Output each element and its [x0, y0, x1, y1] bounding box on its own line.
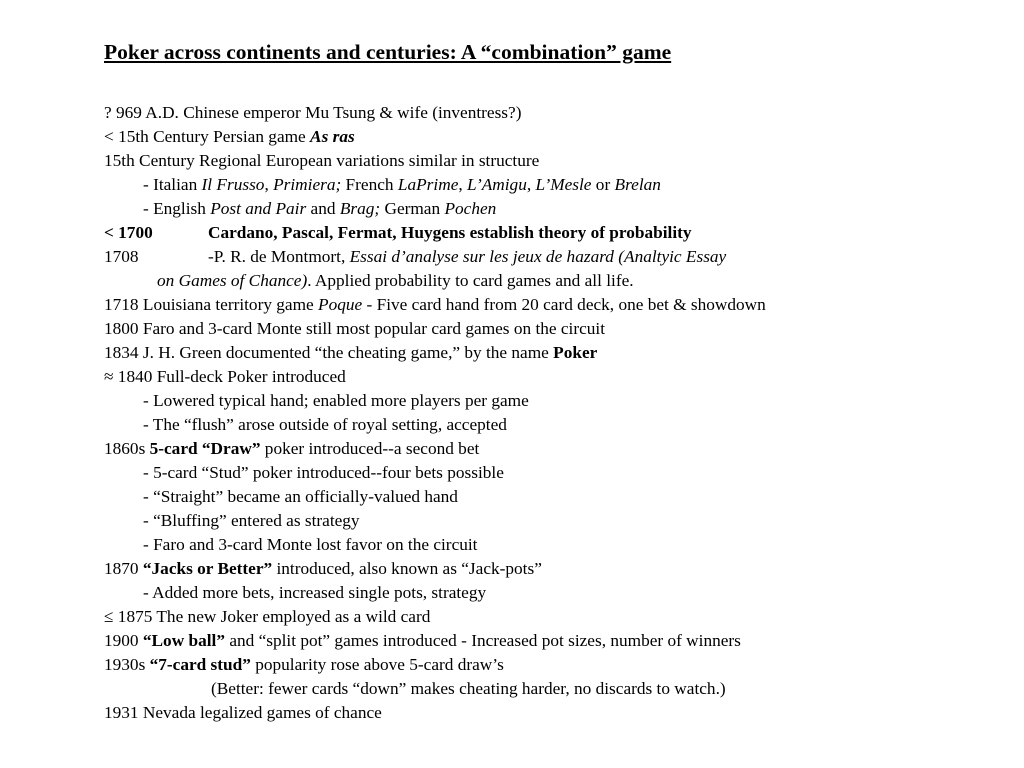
timeline-subline-1840-a — [104, 389, 1004, 413]
line-text: - Italian — [143, 175, 202, 194]
line-text: and “split pot” games introduced - Increased pot sizes, number of winners — [225, 631, 741, 650]
line-text: ? 969 A.D. Chinese emperor Mu Tsung & wife (inventress?) — [104, 103, 522, 122]
line-text: German — [380, 199, 445, 218]
timeline-line-1931 — [104, 701, 1004, 725]
game-name: L’Mesle — [535, 175, 592, 194]
timeline-subline-1870 — [104, 581, 1004, 605]
timeline-line-1700 — [104, 221, 1004, 245]
line-text: - The “flush” arose outside of royal setting, accepted — [143, 415, 507, 434]
timeline-line-1875 — [104, 605, 1004, 629]
slide-title: Poker across continents and centuries: A “combination” game — [104, 40, 672, 64]
line-text: 1860s — [104, 439, 150, 458]
line-text: , — [264, 175, 274, 194]
game-name: Pochen — [444, 199, 497, 218]
timeline-subline-1860s-a — [104, 461, 1004, 485]
line-text: 15th Century Regional European variations similar in structure — [104, 151, 540, 170]
timeline-body — [104, 101, 1004, 725]
line-text: - Lowered typical hand; enabled more players per game — [143, 391, 529, 410]
game-name: Primiera; — [273, 175, 342, 194]
line-text: 1900 — [104, 631, 143, 650]
timeline-line-1718 — [104, 293, 1004, 317]
game-name: As ras — [310, 127, 355, 146]
timeline-line-1800 — [104, 317, 1004, 341]
timeline-line-1834 — [104, 341, 1004, 365]
line-text: - “Straight” became an officially-valued hand — [143, 487, 458, 506]
game-name: Il Frusso — [201, 175, 265, 194]
line-text: 1870 — [104, 559, 143, 578]
line-text: < 15th Century Persian game — [104, 127, 311, 146]
line-text: 1800 Faro and 3-card Monte still most popular card games on the circuit — [104, 319, 606, 338]
timeline-line-1860s — [104, 437, 1004, 461]
line-date: 1708 — [104, 247, 139, 266]
line-text: -P. R. de Montmort, — [208, 247, 350, 266]
game-name: Brag; — [339, 199, 381, 218]
timeline-line-1708 — [104, 245, 1004, 269]
game-name: Post and Pair — [210, 199, 307, 218]
timeline-subline-1860s-c — [104, 509, 1004, 533]
timeline-line-1930s — [104, 653, 1004, 677]
line-text: poker introduced--a second bet — [260, 439, 480, 458]
game-name: LaPrime — [397, 175, 459, 194]
line-text: , — [526, 175, 536, 194]
timeline-line-1900 — [104, 629, 1004, 653]
game-name: “7-card stud” — [149, 655, 251, 674]
line-text: ≤ 1875 The new Joker employed as a wild card — [104, 607, 431, 626]
game-name: Poker — [553, 343, 598, 362]
book-title: Essai d’analyse sur les jeux de hazard (Analtyic Essay — [349, 247, 727, 266]
line-text: ≈ 1840 Full-deck Poker introduced — [104, 367, 346, 386]
timeline-subline-english — [104, 197, 1004, 221]
timeline-line-1840 — [104, 365, 1004, 389]
line-text: - 5-card “Stud” poker introduced--four bets possible — [143, 463, 504, 482]
line-text: or — [591, 175, 615, 194]
timeline-subline-italian — [104, 173, 1004, 197]
timeline-line-15th-century — [104, 149, 1004, 173]
line-text: 1834 J. H. Green documented “the cheating game,” by the name — [104, 343, 554, 362]
timeline-subline-1840-b — [104, 413, 1004, 437]
line-text: 1931 Nevada legalized games of chance — [104, 703, 382, 722]
timeline-line-1870 — [104, 557, 1004, 581]
timeline-subline-1930s — [104, 677, 1004, 701]
game-name: Poque — [318, 295, 363, 314]
timeline-subline-1860s-d — [104, 533, 1004, 557]
line-text: - Faro and 3-card Monte lost favor on the circuit — [143, 535, 478, 554]
line-text: - “Bluffing” entered as strategy — [143, 511, 360, 530]
game-name: “Low ball” — [142, 631, 225, 650]
line-text: (Better: fewer cards “down” makes cheating harder, no discards to watch.) — [211, 679, 726, 698]
game-name: Brelan — [614, 175, 661, 194]
line-text: and — [306, 199, 340, 218]
line-text: French — [341, 175, 398, 194]
line-text: popularity rose above 5-card draw’s — [250, 655, 504, 674]
game-name: “Jacks or Better” — [142, 559, 273, 578]
game-name: 5-card “Draw” — [149, 439, 261, 458]
line-text: , — [458, 175, 467, 194]
line-date: < 1700 — [104, 223, 153, 242]
timeline-subline-1708-cont — [104, 269, 1004, 293]
timeline-subline-1860s-b — [104, 485, 1004, 509]
line-text: - English — [143, 199, 211, 218]
book-title: on Games of Chance) — [157, 271, 308, 290]
timeline-line-969 — [104, 101, 1004, 125]
line-text: 1718 Louisiana territory game — [104, 295, 319, 314]
line-text: - Added more bets, increased single pots, strategy — [143, 583, 487, 602]
line-text: . Applied probability to card games and all life. — [307, 271, 634, 290]
line-text: - Five card hand from 20 card deck, one bet & showdown — [362, 295, 766, 314]
timeline-line-pre-15th-century — [104, 125, 1004, 149]
line-text: introduced, also known as “Jack-pots” — [272, 559, 542, 578]
line-text: 1930s — [104, 655, 150, 674]
game-name: L’Amigu — [467, 175, 527, 194]
line-text: Cardano, Pascal, Fermat, Huygens establish theory of probability — [208, 223, 692, 242]
